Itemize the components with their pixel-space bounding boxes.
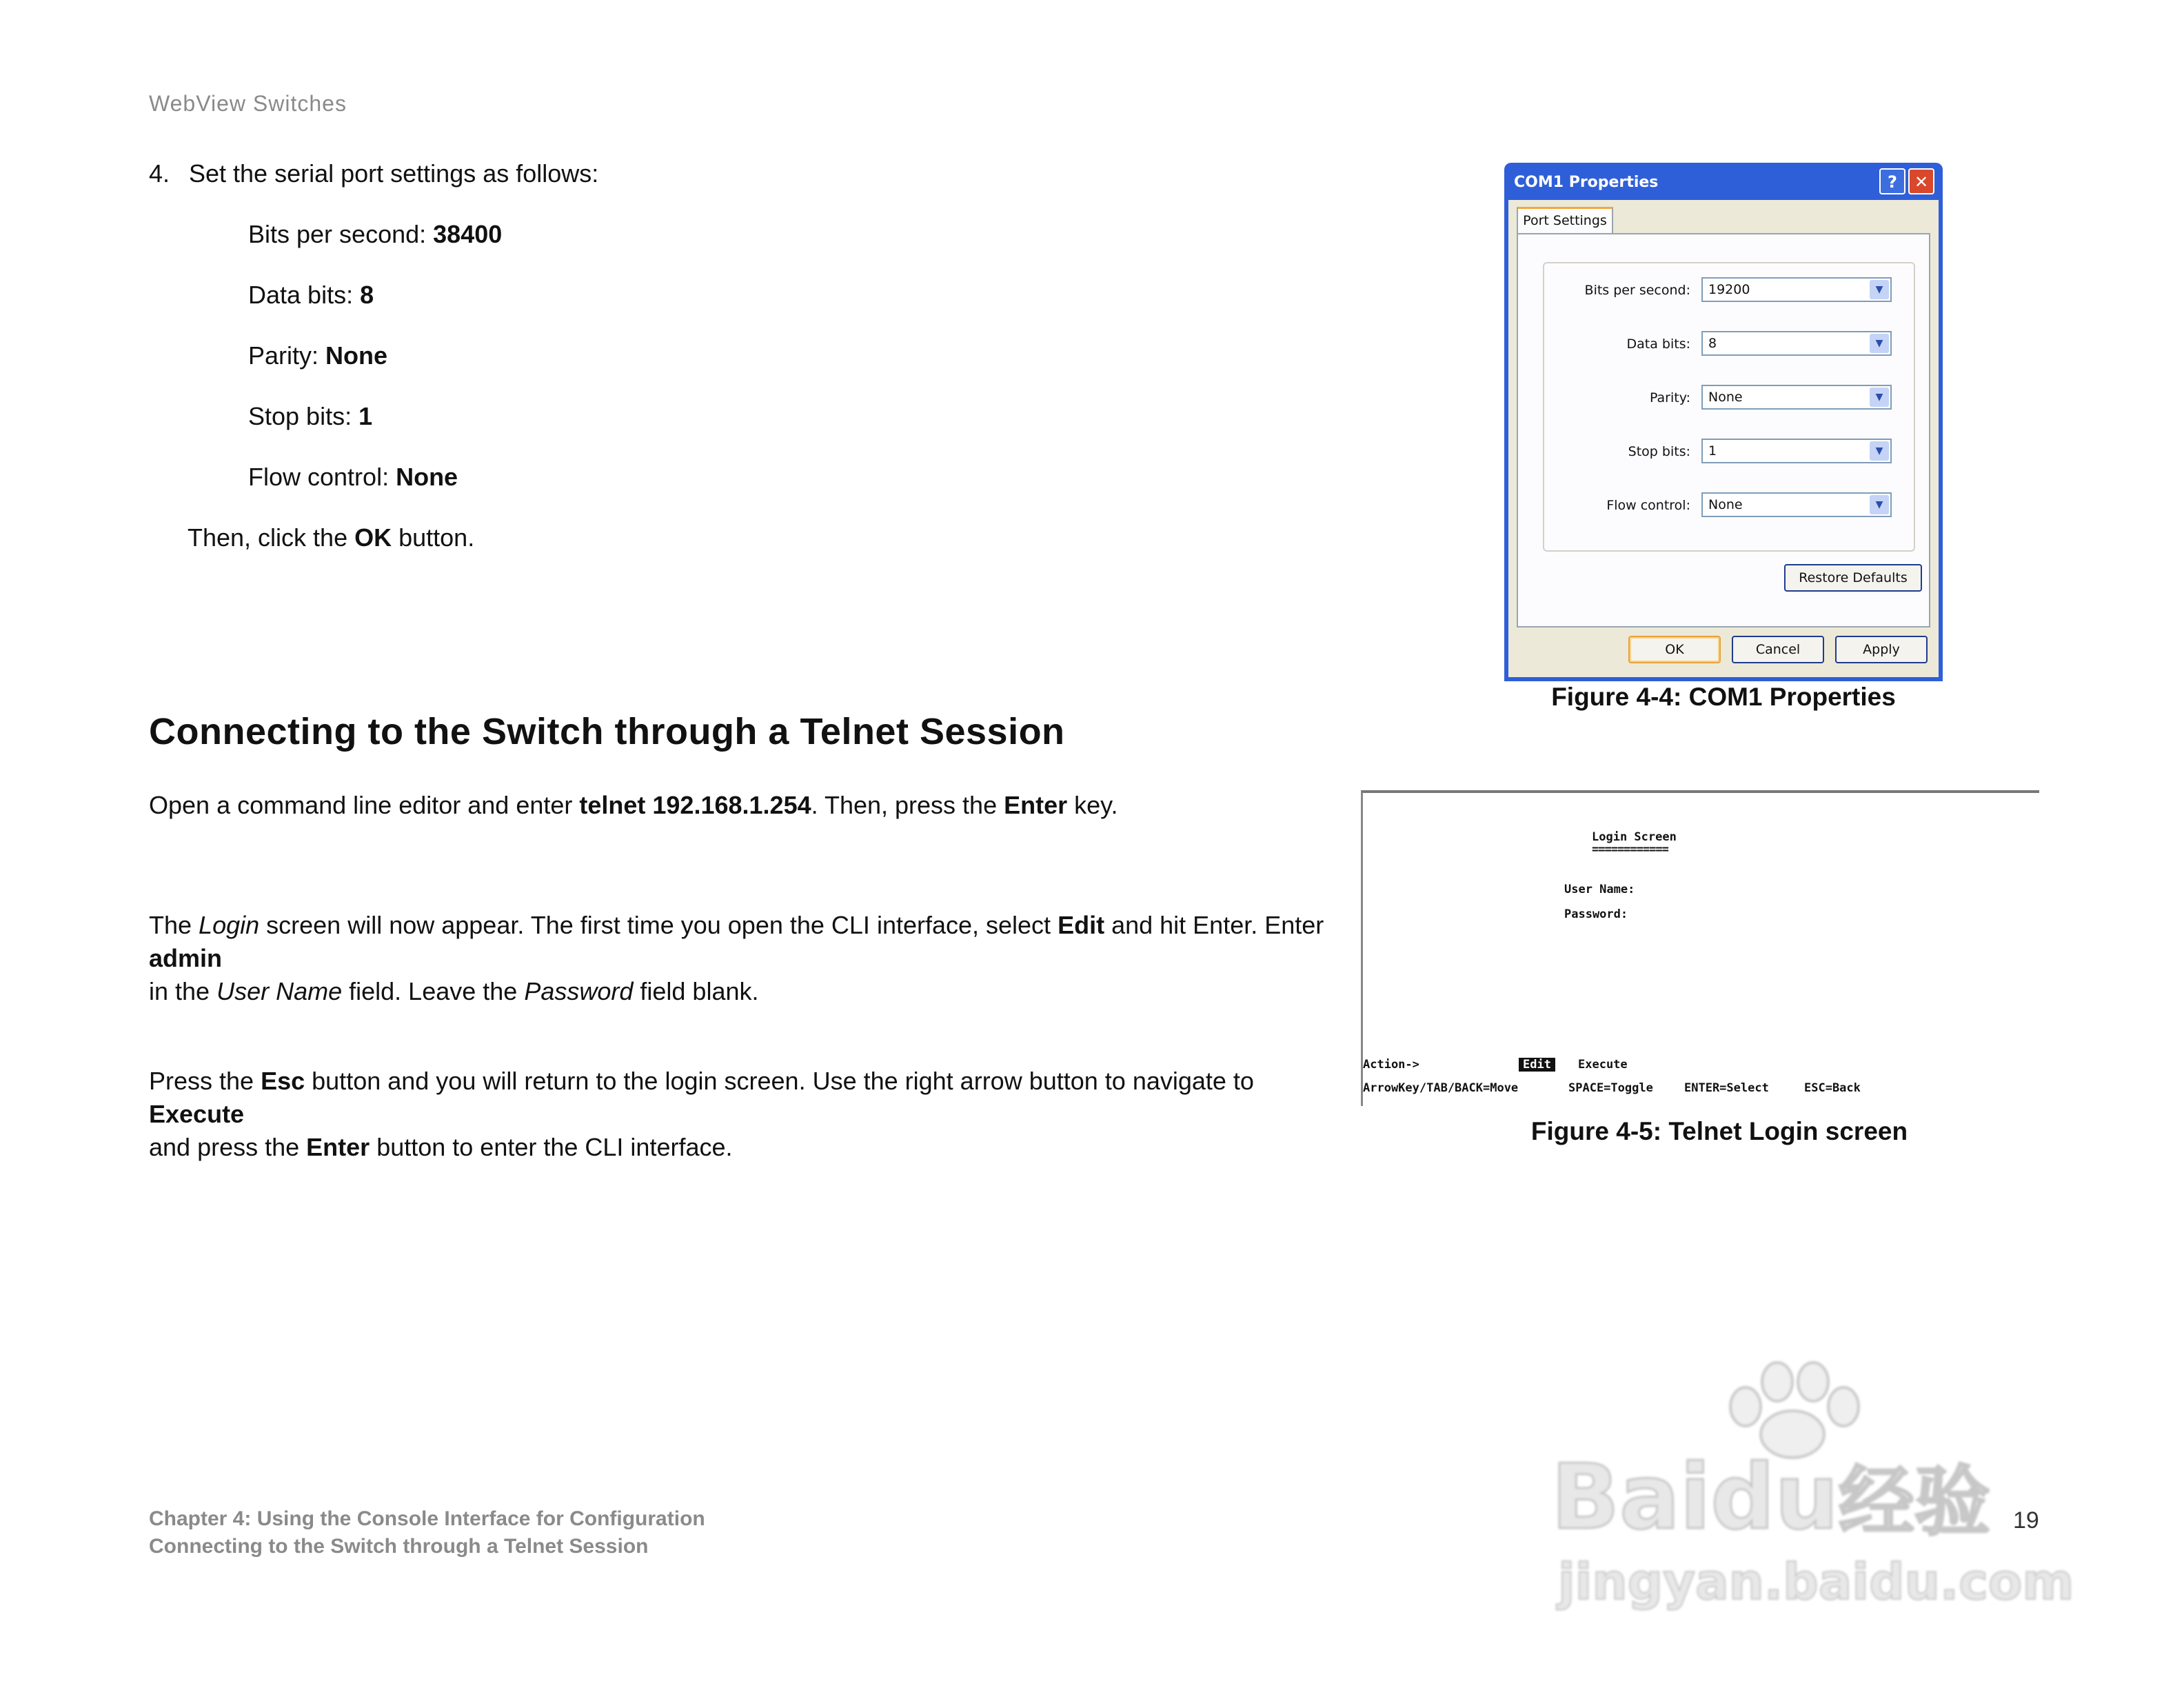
page-number: 19 (2013, 1507, 2039, 1534)
telnet-login-screen (1361, 790, 2039, 1106)
baidu-watermark (1551, 1358, 2075, 1620)
setting-parity (248, 339, 387, 372)
footer-chapter: Chapter 4: Using the Console Interface for Configuration (149, 1507, 705, 1530)
text: Press the (149, 1067, 261, 1095)
edit-ref: Edit (1058, 911, 1105, 939)
setting-data-bits (248, 279, 374, 312)
footer-section: Connecting to the Switch through a Telnet Session (149, 1535, 649, 1558)
flow-control-label: Flow control: (1606, 498, 1690, 513)
text: button to enter the CLI interface. (370, 1133, 733, 1161)
execute-action[interactable]: Execute (1578, 1058, 1628, 1072)
chevron-down-icon: ▼ (1870, 441, 1889, 461)
user-name-field[interactable]: User Name: (1564, 883, 1635, 896)
esc-ref: Esc (261, 1067, 305, 1095)
setting-label: Bits per second: (248, 220, 434, 248)
step-4-intro (149, 157, 598, 190)
apply-button[interactable]: Apply (1835, 636, 1928, 663)
setting-value: 8 (360, 281, 374, 309)
help-icon[interactable]: ? (1879, 168, 1905, 194)
stop-bits-label: Stop bits: (1628, 444, 1690, 459)
stop-bits-select[interactable] (1701, 439, 1892, 463)
execute-ref: Execute (149, 1100, 245, 1128)
com1-properties-dialog (1504, 163, 1943, 681)
then-text: Then, click the (188, 523, 355, 552)
admin-ref: admin (149, 944, 223, 972)
enter-ref: Enter (306, 1133, 370, 1161)
password-ref: Password (524, 977, 634, 1005)
dialog-title: COM1 Properties (1514, 174, 1659, 191)
ok-button[interactable]: OK (1628, 636, 1721, 663)
watermark-url: jingyan.baidu.com (1558, 1553, 2074, 1611)
tab-port-settings[interactable]: Port Settings (1517, 207, 1613, 234)
then-text-end: button. (392, 523, 475, 552)
help-toggle: SPACE=Toggle (1568, 1081, 1653, 1095)
watermark-jingyan-cn: 经验 (1838, 1458, 1990, 1546)
paragraph-login-screen (149, 909, 1348, 1008)
chevron-down-icon: ▼ (1870, 280, 1889, 299)
cancel-button[interactable]: Cancel (1732, 636, 1824, 663)
login-ref: Login (199, 911, 260, 939)
running-header: WebView Switches (149, 91, 347, 116)
help-back: ESC=Back (1804, 1081, 1861, 1095)
setting-label: Parity: (248, 341, 326, 370)
chevron-down-icon: ▼ (1870, 388, 1889, 407)
settings-group (1543, 262, 1915, 552)
edit-action[interactable]: Edit (1519, 1058, 1555, 1072)
text: The (149, 911, 199, 939)
setting-value: 1 (358, 402, 373, 430)
password-field[interactable]: Password: (1564, 907, 1628, 921)
watermark-bai: Bai (1551, 1445, 1711, 1549)
select-value: None (1708, 390, 1743, 405)
title-underline: ============ (1592, 843, 1668, 856)
setting-label: Flow control: (248, 463, 396, 491)
ok-reference: OK (354, 523, 392, 552)
text: and press the (149, 1133, 307, 1161)
setting-stop-bits (248, 400, 372, 433)
figure-4-4-caption: Figure 4-4: COM1 Properties (1551, 683, 1896, 711)
text: screen will now appear. The first time you open the CLI interface, select (259, 911, 1058, 939)
data-bits-select[interactable] (1701, 331, 1892, 356)
text: button and you will return to the login screen. Use the right arrow button to navigate to (305, 1067, 1254, 1095)
data-bits-label: Data bits: (1626, 336, 1690, 352)
username-ref: User Name (216, 977, 343, 1005)
step-intro-text: Set the serial port settings as follows: (189, 159, 599, 188)
parity-select[interactable] (1701, 385, 1892, 410)
action-label: Action-> (1363, 1058, 1419, 1072)
watermark-logo-text (1551, 1441, 1990, 1550)
paragraph-open-cli (149, 789, 1348, 822)
text: field blank. (633, 977, 759, 1005)
restore-defaults-button[interactable]: Restore Defaults (1784, 564, 1922, 592)
text: key. (1067, 791, 1118, 819)
figure-4-5-caption: Figure 4-5: Telnet Login screen (1530, 1117, 1908, 1145)
text: and hit Enter. Enter (1104, 911, 1324, 939)
telnet-command: telnet 192.168.1.254 (579, 791, 811, 819)
dialog-body (1508, 200, 1939, 677)
setting-value: None (325, 341, 388, 370)
select-value: 8 (1708, 336, 1717, 351)
port-settings-panel (1517, 233, 1930, 627)
paragraph-execute (149, 1065, 1348, 1164)
text: in the (149, 977, 217, 1005)
select-value: None (1708, 497, 1743, 512)
login-screen-title: Login Screen (1592, 830, 1677, 844)
section-heading: Connecting to the Switch through a Telnet Session (149, 711, 1065, 752)
flow-control-select[interactable] (1701, 492, 1892, 517)
bits-per-second-label: Bits per second: (1584, 283, 1690, 298)
close-icon[interactable]: ✕ (1908, 168, 1934, 194)
setting-label: Data bits: (248, 281, 361, 309)
setting-label: Stop bits: (248, 402, 359, 430)
parity-label: Parity: (1649, 390, 1690, 405)
text: Open a command line editor and enter (149, 791, 580, 819)
setting-bits-per-second (248, 218, 502, 251)
chevron-down-icon: ▼ (1870, 334, 1889, 353)
chevron-down-icon: ▼ (1870, 495, 1889, 514)
setting-value: None (396, 463, 458, 491)
select-value: 1 (1708, 443, 1717, 459)
setting-flow-control (248, 461, 458, 494)
step-number: 4. (149, 159, 170, 188)
then-click-ok (188, 521, 474, 554)
text: field. Leave the (342, 977, 525, 1005)
select-value: 19200 (1708, 282, 1750, 297)
bits-per-second-select[interactable] (1701, 277, 1892, 302)
help-move: ArrowKey/TAB/BACK=Move (1363, 1081, 1519, 1095)
watermark-du: du (1710, 1445, 1839, 1549)
text: . Then, press the (811, 791, 1004, 819)
enter-key-ref: Enter (1004, 791, 1068, 819)
setting-value: 38400 (433, 220, 503, 248)
help-select: ENTER=Select (1684, 1081, 1769, 1095)
